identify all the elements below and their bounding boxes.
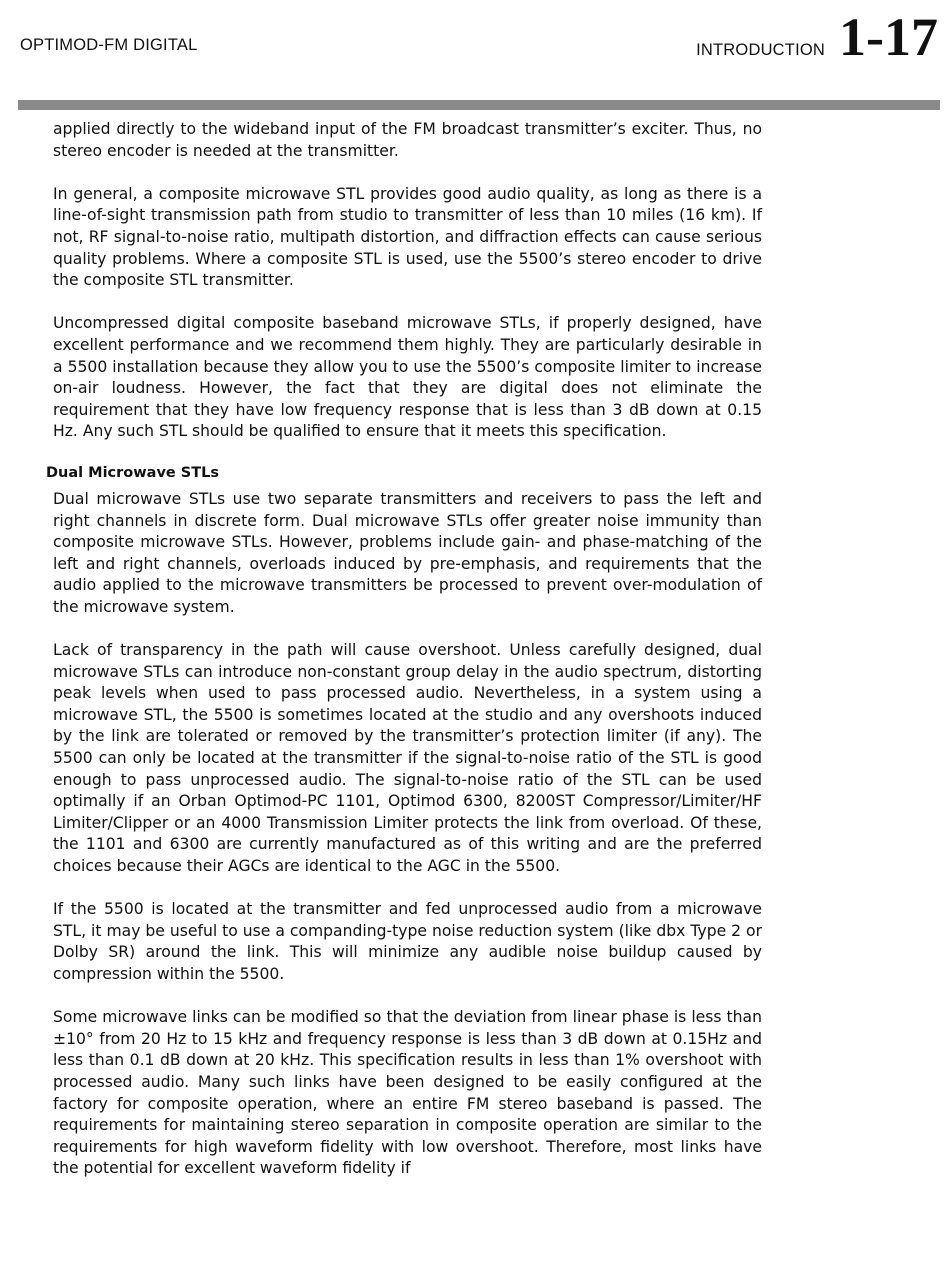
header-right-group xyxy=(696,7,938,67)
page-number: 1-17 xyxy=(839,7,938,67)
header-product-title: OPTIMOD-FM DIGITAL xyxy=(20,36,198,54)
section-heading: Dual Microwave STLs xyxy=(46,464,219,481)
paragraph: applied directly to the wideband input of the FM broadcast transmitter’s exciter. Thus, no stereo encoder is needed at the transmitter. xyxy=(53,120,762,160)
paragraph: Uncompressed digital composite baseband microwave STLs, if properly designed, have excellent performance and we recommend them highly. They are particularly desirable in a 5500 installation because they allow you to use the 5500’s composite limiter to increase on-air loudness. However, the fact that they are digital does not eliminate the requirement that they have low frequency response that is less than 3 dB down at 0.15 Hz. Any such STL should be qualified to ensure that it meets this specification. xyxy=(53,314,762,441)
paragraph: In general, a composite microwave STL provides good audio quality, as long as there is a line-of-sight transmission path from studio to transmitter of less than 10 miles (16 km). If not, RF signal-to-noise ratio, multipath distortion, and diffraction effects can cause serious quality problems. Where a composite STL is used, use the 5500’s stereo encoder to drive the composite STL transmitter. xyxy=(53,184,762,290)
header-section-title: INTRODUCTION xyxy=(696,41,826,59)
header-divider xyxy=(18,100,940,110)
paragraph: Lack of transparency in the path will cause overshoot. Unless carefully designed, dual microwave STLs can introduce non-constant group delay in the audio spectrum, distorting peak levels when used to pass processed audio. Nevertheless, in a system using a microwave STL, the 5500 is sometimes located at the studio and any overshoots induced by the link are tolerated or removed by the transmitter’s protection limiter (if any). The 5500 can only be located at the transmitter if the signal-to-noise ratio of the STL is good enough to pass unprocessed audio. The signal-to-noise ratio of the STL can be used optimally if an Orban Optimod-PC 1101, Optimod 6300, 8200ST Compressor/Limiter/HF Limiter/Clipper or an 4000 Transmission Limiter protects the link from overload. Of these, the 1101 and 6300 are currently manufactured as of this writing and are the preferred choices because their AGCs are identical to the AGC in the 5500. xyxy=(53,641,762,875)
page-body xyxy=(46,119,762,1202)
paragraph: If the 5500 is located at the transmitter and fed unprocessed audio from a microwave STL, it may be useful to use a companding-type noise reduction system (like dbx Type 2 or Dolby SR) around the link. This will minimize any audible noise buildup caused by compression within the 5500. xyxy=(53,900,762,983)
paragraph: Some microwave links can be modified so that the deviation from linear phase is less than ±10° from 20 Hz to 15 kHz and frequency response is less than 3 dB down at 0.15Hz and less than 0.1 dB down at 20 kHz. This specification results in less than 1% overshoot with processed audio. Many such links have been designed to be easily configured at the factory for composite operation, where an entire FM stereo baseband is passed. The requirements for maintaining stereo separation in composite operation are similar to the requirements for high waveform fidelity with low overshoot. Therefore, most links have the potential for excellent waveform fidelity if xyxy=(53,1008,762,1178)
paragraph: Dual microwave STLs use two separate transmitters and receivers to pass the left and right channels in discrete form. Dual microwave STLs offer greater noise immunity than composite microwave STLs. However, problems include gain- and phase-matching of the left and right channels, overloads induced by pre-emphasis, and requirements that the audio applied to the microwave transmitters be processed to prevent over-modulation of the microwave system. xyxy=(53,489,762,616)
